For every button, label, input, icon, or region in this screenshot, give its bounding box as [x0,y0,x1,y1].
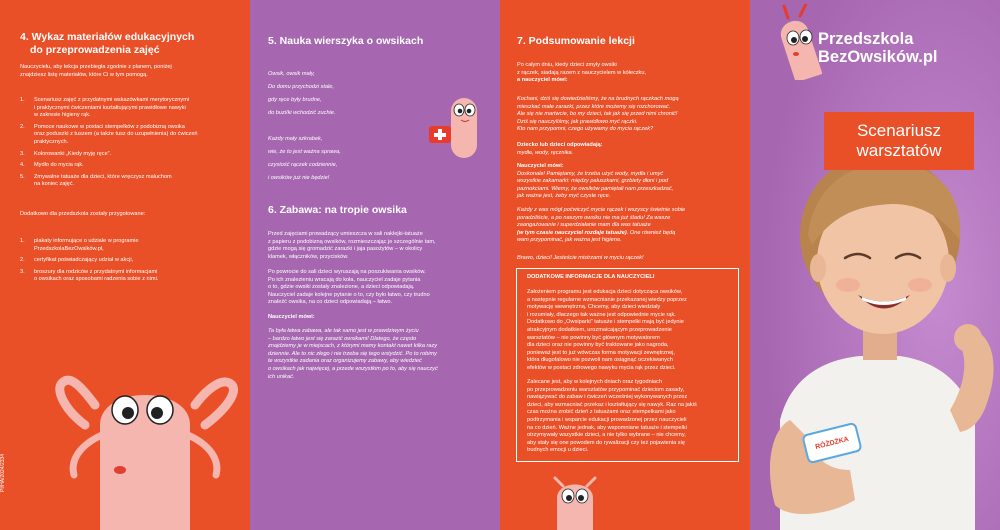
list-item: 2. Pomoce naukowe w postaci stempelków z podobizną owsika oraz poduszki z tuszem (a także tusz do uzupełnienia) do ćwiczeń praktycznych. [20,123,198,145]
materials-intro: Nauczycielu, aby lekcja przebiegła zgodnie z planem, poniżej znajdziesz listę materiałów, które Ci w tym pomogą. [20,64,172,78]
worm-mascot-icon [40,365,240,530]
teacher-label: Nauczyciel mówi: [268,314,315,320]
panel-poem-game [250,0,500,530]
game-para-2: Po powrocie do sali dzieci wyruszają na poszukiwania owsików. Po ich znalezieniu wracają do koła, nauczyciel zadaje pytania o to, gdzie owsiki zostały znalezione, a dzieci odpowiadają. Nauczyciel zadaje kolejne pytanie o to, czy było łatwo, czy trudno znaleźć owsika, na co dzieci odpowiadają – łatwo. [268,269,430,306]
list-item: 5. Zmywalne tatuaże dla dzieci, które wręczysz maluchom na koniec zajęć. [20,173,172,188]
box-title: DODATKOWE INFORMACJE DLA NAUCZYCIELI [527,274,655,280]
poem: Owsik, owsik mały, Do domu przychodzi stale, gdy ręce były brudne, do buzi/ki wchodzić zuchie. Każdy mały szkrabek, wie, że to jest ważna sprawa, czystość rączek codziennie, i owsików już nie będzie! [268,71,341,181]
logo-worm-icon [766,4,822,80]
section-4-title: 4. Wykaz materiałów edukacyjnych do przeprowadzenia zajęć [20,31,195,56]
list-item: 3. Kolorowanki „Kiedy myję ręce". [20,150,112,157]
game-para-1: Przed zajęciami prowadzący umieszcza w sali naklejki-tatuaże z papieru z podobizną owsików, rozmieszczając je szczególnie tam, gdzie mogą się gromadzić zarazki i jaja pasożytów – w okolicy klamek, włączników, przycisków. [268,231,436,260]
summary-para-1: Po całym dniu, kiedy dzieci zmyły owsiki z rączek, siadają razem z nauczycielem w kółeczku, a nauczyciel mówi: [517,62,647,84]
box-para-1: Założeniem programu jest edukacja dzieci dotycząca owsików, a następnie regularne wzmacnianie przekazanej wiedzy poprzez motywację wewnętrzną. Chcemy, aby dzieci wiedziały i rozumiały, dlaczego tak ważne jest odpowiednie mycie rąk. Dodatkowo do „Owsiparki" tatuaże i stempelki mają być jedynie atrakcyjnym dodatkiem, urozmaicającym przeprowadzenie warsztatów – nie powinny być głównym motywatorem dla dzieci oraz nie powinny być traktowane jako nagroda, ponieważ jest to już wówczas forma motywacji zewnętrznej, która długofalowo nie pozwoli nam osiągnąć oczekiwanych efektów w postaci zdrowego nawyku mycia rąk przez dzieci. [527,289,687,371]
logo-wordmark: Przedszkola BezOwsików.pl [818,30,938,66]
extra-list [20,238,245,288]
game-para-3: Ta była łatwa zabawa, ale tak samo jest w prawdziwym życiu – bardzo łatwo jest się zarazić owsikami! Dlatego, że często znajdziemy je w miejscach, z którymi mamy kontakt nawet kilka razy dziennie. Ale to nic złego i nie trzeba się tego wstydzić. Po to robimy te wszystkie zadania oraz organizujemy zabawy, aby wiedzieć o owsikach jak najwięcej, a przede wszystkim po to, aby się nauczyć ich unikać. [268,328,438,380]
child-answer: Dziecko lub dzieci odpowiadają: mydła, wody, ręcznika. [517,142,603,156]
document-code: PI/HA/2024/2334 [0,453,6,492]
list-item: 1. plakaty informujące o udziale w programie PrzedszkolaBezOwsików.pl, [20,238,139,252]
summary-para-5: Brawo, dzieci! Jesteście mistrzami w myciu rączek! [517,255,644,261]
worm-peeking-icon [545,476,605,530]
extra-intro: Dodatkowo dla przedszkola zostały przygotowane: [20,211,146,217]
panel-summary [500,0,750,530]
list-item: 2. certyfikat poświadczający udział w akcji, [20,257,134,264]
summary-para-3: Nauczyciel mówi: Doskonale! Pamiętamy, że trzeba użyć wody, mydła i umyć wszystkie zakamarki: między paluszkami, grzbiety dłoni i pod paznokciami. Wiemy, że owsików pamiętali nam przeszkadzać, jak ważne jest, żeby myć czyste ręce. [517,163,674,200]
cover-title-line-2: warsztatów [856,141,942,160]
cover-title-line-1: Scenariusz [856,121,942,140]
summary-para-4: Każdy z was mógł poćwiczyć mycie rączek i wszyscy świetnie sobie poradziliście, a po naszym owsiku nie ma już śladu! Za wasze zaangażowanie i superdziałanie mam dla was tatuaże (w tym czasie nauczyciel rozdaje tatuaże). One również będą wam przypominać, jak ważna jest higiena. [517,207,686,244]
list-item: 1. Scenariusz zajęć z przydatnymi wskazówkami merytorycznymi i praktycznymi ćwiczeniami kształtującymi prawidłowe nawyki w zakresie higieny rąk. [20,97,190,119]
list-item: 4. Mydło do mycia rąk. [20,162,84,169]
teacher-info-box [516,268,739,462]
box-para-2: Zalecane jest, aby w kolejnych dniach oraz tygodniach po przeprowadzeniu warsztatów przypominać dzieciom zasady, nawiązywać do zabaw i ćwiczeń wcześniej wykonywanych przez dzieci, aby wzmacniać przekaz i kształtujący się nawyk. Raz na jakiś czas można zrobić dzień z tatuażami oraz stempelkami jako podtrzymania i wsparcie edukacji prowadzonej przez nauczycieli na co dzień. Ważne jednak, aby wspomniane tatuaże i stempelki otrzymywały wszystkie dzieci, a nie tylko wybrane – nie chcemy, aby stały się one powodem do rywalizacji czy też pojawienia się trudnych emocji u dzieci. [527,379,697,454]
section-5-title: 5. Nauka wierszyka o owsikach [268,35,424,47]
tattoo-text: RÓŻDŻKA [814,435,850,451]
section-6-title: 6. Zabawa: na tropie owsika [268,204,407,216]
section-7-title: 7. Podsumowanie lekcji [517,35,635,47]
panel-cover [750,0,1000,530]
worm-first-aid-icon [425,88,495,163]
list-item: 3. broszury dla rodziców z przydatnymi informacjami o owsikach oraz sposobami radzenia sobie z nimi. [20,268,159,283]
materials-list [20,97,245,193]
summary-para-2: Kochani, dziś się dowiedzieliśmy, że na brudnych rączkach mogą mieszkać małe zarazki, przez które możemy się rozchorować. Ale się nie martwcie, bo my dzieci, tak jak się przed nimi chronić! Dziś się nauczyliśmy, jak prawidłowo myć rączki. Kto nam przypomni, czego używamy do mycia rączek? [517,96,679,133]
cover-title-box [824,112,974,170]
panel-materials [0,0,250,530]
